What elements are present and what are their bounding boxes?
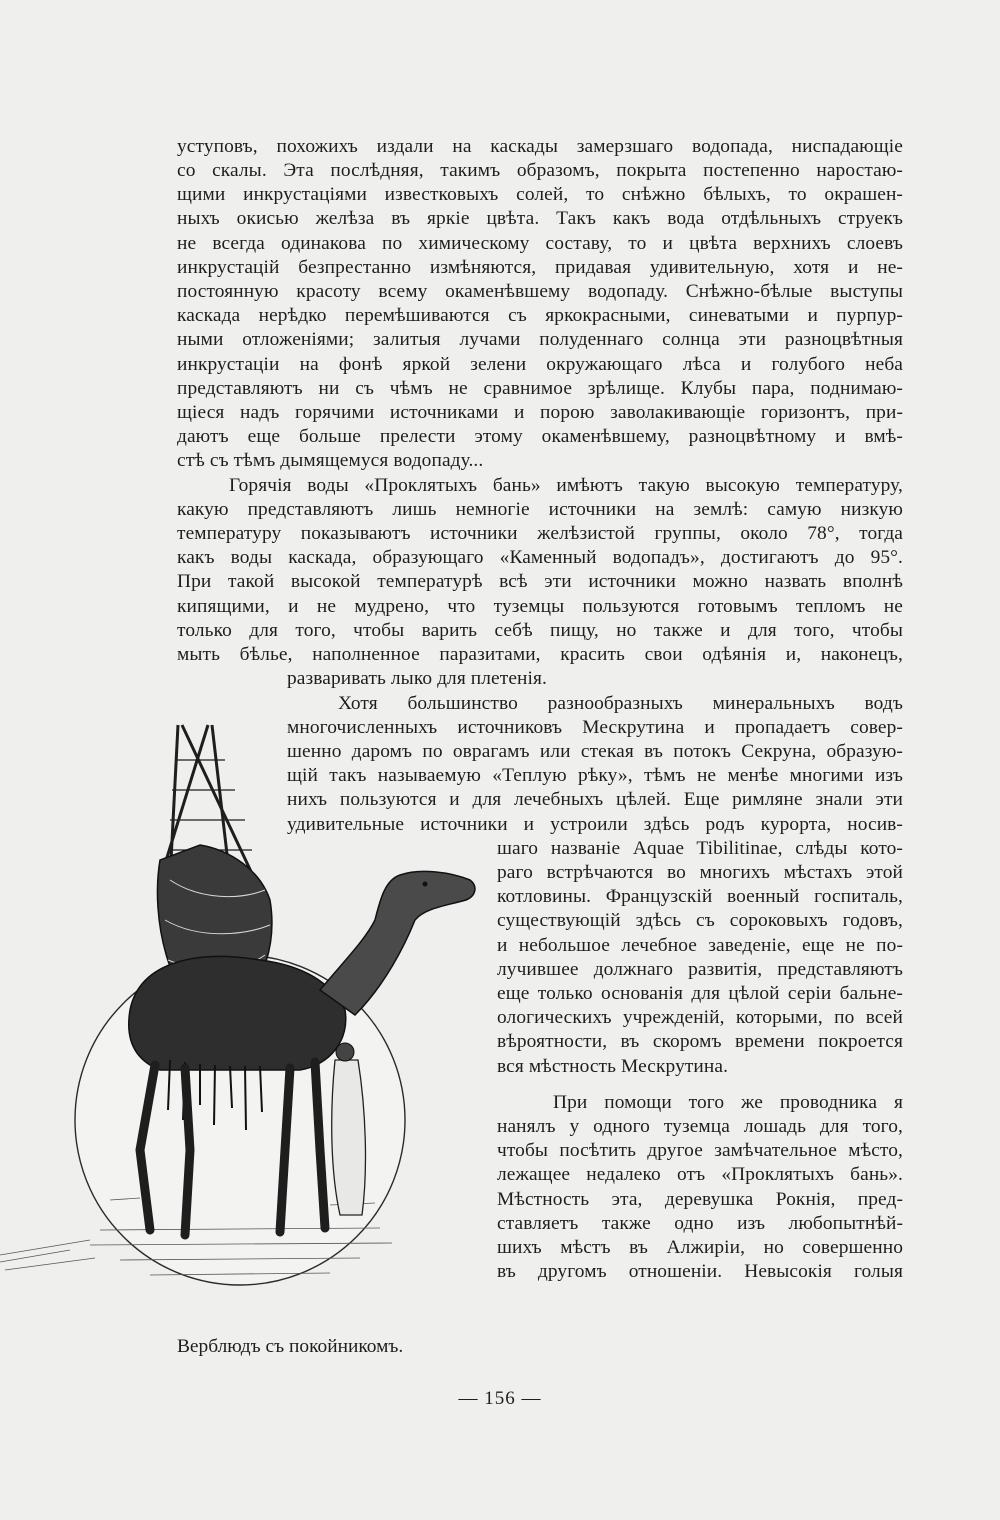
- text-line: постоянную красоту всему окаменѣвшему водопаду. Снѣжно-бѣлые выступы: [177, 281, 903, 302]
- text-line: уступовъ, похожихъ издали на каскады замерзшаго водопада, ниспадающіе: [177, 136, 903, 157]
- text-line: раго встрѣчаются во многихъ мѣстахъ этой: [497, 862, 903, 883]
- paragraph-first-line: Горячія воды «Проклятыхъ бань» имѣютъ такую высокую температуру,: [229, 475, 903, 496]
- text-line: чтобы посѣтить другое замѣчательное мѣсто,: [497, 1140, 903, 1161]
- text-line: вѣроятности, въ скоромъ времени покроется: [497, 1031, 903, 1052]
- text-line: не всегда одинакова по химическому составу, то и цвѣта верхнихъ слоевъ: [177, 233, 903, 254]
- text-line: щими инкрустаціями известковыхъ солей, то снѣжно бѣлыхъ, то окрашен-: [177, 184, 903, 205]
- text-line: удивительные источники и устроили здѣсь родъ курорта, носив-: [287, 814, 903, 835]
- text-line: шенно даромъ по оврагамъ или стекая въ потокъ Секруна, образую-: [287, 741, 903, 762]
- text-line: разваривать лыко для плетенія.: [287, 668, 547, 689]
- text-line: только для того, чтобы варить себѣ пищу, но также и для того, чтобы: [177, 620, 903, 641]
- text-line: лежащее недалеко отъ «Проклятыхъ бань».: [497, 1164, 903, 1185]
- text-line: температуру показываютъ источники желѣзистой группы, около 78°, тогда: [177, 523, 903, 544]
- text-line: инкрустацій безпрестанно измѣняются, придавая удивительную, хотя и не-: [177, 257, 903, 278]
- text-line: вся мѣстность Мескрутина.: [497, 1056, 729, 1077]
- text-line: мыть бѣлье, наполненное паразитами, красить свои одѣянія и, наконецъ,: [177, 644, 903, 665]
- text-line: даютъ еще больше прелести этому окаменѣвшему, разноцвѣтному и вмѣ-: [177, 426, 903, 447]
- text-line: какъ воды каскада, образующаго «Каменный водопадъ», достигаютъ до 95°.: [177, 547, 903, 568]
- text-line: щіеся надъ горячими источниками и порою заволакивающіе горизонтъ, при-: [177, 402, 903, 423]
- text-line: въ другомъ отношеніи. Невысокія голыя: [497, 1261, 903, 1282]
- text-line: ологическихъ учрежденій, которыми, по всей: [497, 1007, 903, 1028]
- text-line: стѣ съ тѣмъ дымящемуся водопаду...: [177, 450, 484, 471]
- attendant-figure: [332, 1060, 366, 1215]
- text-line: нанялъ у одного туземца лошадь для того,: [497, 1116, 903, 1137]
- text-line: При такой высокой температурѣ всѣ эти источники можно назвать вполнѣ: [177, 571, 903, 592]
- text-line: со скалы. Эта послѣдняя, такимъ образомъ, покрыта постепенно наростаю-: [177, 160, 903, 181]
- text-line: инкрустаціи на фонѣ яркой зелени окружающаго лѣса и голубого неба: [177, 354, 903, 375]
- paragraph-first-line: При помощи того же проводника я: [553, 1092, 903, 1113]
- page-number: — 156 —: [458, 1388, 542, 1409]
- camel-head: [320, 871, 475, 1015]
- camel-engraving: [0, 700, 500, 1380]
- text-line: кипящими, и не мудрено, что туземцы пользуются готовымъ тепломъ не: [177, 596, 903, 617]
- text-line: ставляетъ также одно изъ любопытнѣй-: [497, 1213, 903, 1234]
- text-line: представляютъ ни съ чѣмъ не сравнимое зрѣлище. Клубы пара, поднимаю-: [177, 378, 903, 399]
- text-line: нихъ пользуются и для лечебныхъ цѣлей. Еще римляне знали эти: [287, 789, 903, 810]
- text-line: многочисленныхъ источниковъ Мескрутина и пропадаетъ совер-: [287, 717, 903, 738]
- text-line: шихъ мѣстъ въ Алжиріи, но совершенно: [497, 1237, 903, 1258]
- text-line: каскада нерѣдко перемѣшиваются съ яркокрасными, синеватыми и пурпур-: [177, 305, 903, 326]
- text-line: щій такъ называемую «Теплую рѣку», тѣмъ не менѣе многими изъ: [287, 765, 903, 786]
- illustration-caption: Верблюдъ съ покойникомъ.: [177, 1336, 404, 1357]
- text-line: и небольшое лечебное заведеніе, еще не по-: [497, 935, 903, 956]
- text-line: какую представляютъ лишь немногіе источники на землѣ: самую низкую: [177, 499, 903, 520]
- text-line: ныхъ окисью желѣза въ яркіе цвѣта. Такъ какъ вода отдѣльныхъ струекъ: [177, 208, 903, 229]
- text-line: существующій здѣсь съ сороковыхъ годовъ,: [497, 910, 903, 931]
- text-line: Мѣстность эта, деревушка Рокнія, пред-: [497, 1189, 903, 1210]
- text-line: лучившее должнаго развитія, представляютъ: [497, 959, 903, 980]
- text-line: ными отложеніями; залитыя лучами полуденнаго солнца эти разноцвѣтныя: [177, 329, 903, 350]
- text-line: еще только основанія для цѣлой серіи бальне-: [497, 983, 903, 1004]
- paragraph-first-line: Хотя большинство разнообразныхъ минеральныхъ водъ: [338, 693, 903, 714]
- text-line: шаго названіе Aquae Tibilitinae, слѣды кото-: [497, 838, 903, 859]
- text-line: котловины. Французскій военный госпиталь,: [497, 886, 903, 907]
